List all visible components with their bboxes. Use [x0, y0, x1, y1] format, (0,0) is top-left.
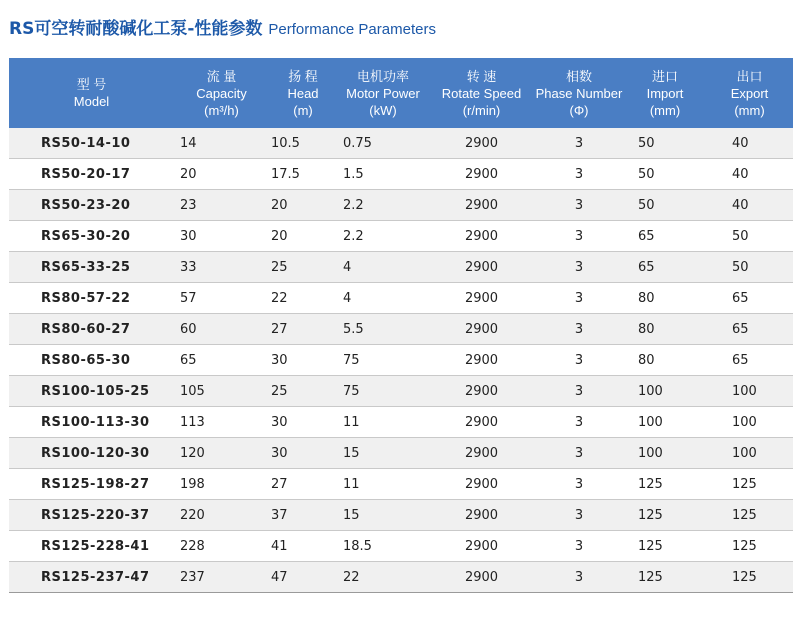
- header-unit-label: (Φ): [569, 102, 589, 118]
- cell-motor-power: 11: [337, 469, 429, 500]
- cell-model: RS100-120-30: [9, 438, 174, 469]
- cell-rotate-speed: 2900: [429, 283, 534, 314]
- cell-export: 100: [706, 376, 793, 407]
- cell-model: RS100-105-25: [9, 376, 174, 407]
- cell-capacity: 23: [174, 190, 269, 221]
- cell-export: 40: [706, 159, 793, 190]
- cell-rotate-speed: 2900: [429, 314, 534, 345]
- cell-model: RS50-23-20: [9, 190, 174, 221]
- cell-model: RS125-220-37: [9, 500, 174, 531]
- header-cn-label: 流 量: [206, 68, 237, 84]
- cell-capacity: 113: [174, 407, 269, 438]
- header-unit-label: (mm): [734, 102, 765, 118]
- cell-export: 40: [706, 128, 793, 159]
- cell-model: RS125-237-47: [9, 562, 174, 593]
- cell-import: 125: [624, 469, 706, 500]
- header-row: [9, 58, 793, 128]
- header-en-label: Model: [73, 94, 110, 109]
- cell-export: 65: [706, 345, 793, 376]
- header-unit-label: (m³/h): [204, 102, 239, 118]
- cell-rotate-speed: 2900: [429, 376, 534, 407]
- cell-model: RS125-228-41: [9, 531, 174, 562]
- cell-head: 47: [269, 562, 337, 593]
- header-en-label: Motor Power: [346, 85, 420, 101]
- cell-rotate-speed: 2900: [429, 438, 534, 469]
- cell-import: 125: [624, 562, 706, 593]
- cell-model: RS125-198-27: [9, 469, 174, 500]
- table-row: [9, 252, 793, 283]
- table-row: [9, 345, 793, 376]
- cell-capacity: 198: [174, 469, 269, 500]
- header-unit-label: (r/min): [462, 102, 501, 118]
- cell-import: 80: [624, 314, 706, 345]
- cell-export: 125: [706, 531, 793, 562]
- cell-export: 125: [706, 500, 793, 531]
- cell-head: 25: [269, 252, 337, 283]
- table-body: [9, 128, 793, 593]
- cell-import: 50: [624, 159, 706, 190]
- cell-head: 22: [269, 283, 337, 314]
- cell-rotate-speed: 2900: [429, 407, 534, 438]
- cell-phase-number: 3: [534, 500, 624, 531]
- table-row: [9, 531, 793, 562]
- cell-head: 30: [269, 345, 337, 376]
- cell-motor-power: 15: [337, 438, 429, 469]
- cell-head: 25: [269, 376, 337, 407]
- cell-export: 125: [706, 469, 793, 500]
- performance-table: [9, 58, 793, 593]
- cell-import: 65: [624, 221, 706, 252]
- table-row: [9, 562, 793, 593]
- column-header-import: [624, 58, 706, 128]
- cell-motor-power: 22: [337, 562, 429, 593]
- cell-import: 125: [624, 500, 706, 531]
- header-unit-label: (mm): [649, 102, 681, 118]
- table-row: [9, 283, 793, 314]
- header-cn-label: 扬 程: [288, 68, 318, 84]
- header-cn-label: 相数: [565, 68, 592, 84]
- cell-import: 100: [624, 438, 706, 469]
- cell-phase-number: 3: [534, 128, 624, 159]
- cell-capacity: 20: [174, 159, 269, 190]
- column-header-motor-power: [337, 58, 429, 128]
- cell-motor-power: 1.5: [337, 159, 429, 190]
- table-row: [9, 128, 793, 159]
- header-cn-label: 电机功率: [356, 68, 409, 84]
- cell-model: RS100-113-30: [9, 407, 174, 438]
- table-header: [9, 58, 793, 128]
- header-en-label: Import: [646, 85, 684, 101]
- header-en-label: Head: [287, 85, 319, 101]
- cell-import: 100: [624, 376, 706, 407]
- cell-capacity: 120: [174, 438, 269, 469]
- cell-capacity: 30: [174, 221, 269, 252]
- cell-phase-number: 3: [534, 314, 624, 345]
- cell-export: 50: [706, 221, 793, 252]
- cell-rotate-speed: 2900: [429, 531, 534, 562]
- table-row: [9, 469, 793, 500]
- cell-motor-power: 2.2: [337, 190, 429, 221]
- header-cn-label: 出口: [736, 68, 763, 84]
- cell-rotate-speed: 2900: [429, 562, 534, 593]
- cell-rotate-speed: 2900: [429, 345, 534, 376]
- header-cn-label: 进口: [651, 68, 678, 84]
- cell-motor-power: 5.5: [337, 314, 429, 345]
- cell-head: 27: [269, 314, 337, 345]
- cell-phase-number: 3: [534, 438, 624, 469]
- column-header-capacity: [174, 58, 269, 128]
- cell-capacity: 105: [174, 376, 269, 407]
- cell-head: 30: [269, 438, 337, 469]
- cell-rotate-speed: 2900: [429, 500, 534, 531]
- cell-motor-power: 4: [337, 252, 429, 283]
- cell-phase-number: 3: [534, 190, 624, 221]
- cell-capacity: 237: [174, 562, 269, 593]
- table-row: [9, 314, 793, 345]
- cell-head: 10.5: [269, 128, 337, 159]
- table-row: [9, 159, 793, 190]
- cell-model: RS50-20-17: [9, 159, 174, 190]
- cell-rotate-speed: 2900: [429, 190, 534, 221]
- cell-capacity: 14: [174, 128, 269, 159]
- column-header-head: [269, 58, 337, 128]
- header-unit-label: (kW): [369, 102, 397, 118]
- cell-motor-power: 75: [337, 345, 429, 376]
- cell-phase-number: 3: [534, 562, 624, 593]
- cell-phase-number: 3: [534, 283, 624, 314]
- cell-model: RS50-14-10: [9, 128, 174, 159]
- cell-rotate-speed: 2900: [429, 159, 534, 190]
- cell-head: 17.5: [269, 159, 337, 190]
- column-header-phase-number: [534, 58, 624, 128]
- cell-export: 100: [706, 407, 793, 438]
- cell-model: RS80-65-30: [9, 345, 174, 376]
- cell-import: 80: [624, 345, 706, 376]
- cell-head: 37: [269, 500, 337, 531]
- column-header-model: [9, 58, 174, 128]
- cell-import: 50: [624, 128, 706, 159]
- cell-phase-number: 3: [534, 407, 624, 438]
- cell-head: 20: [269, 190, 337, 221]
- table-row: [9, 407, 793, 438]
- cell-capacity: 228: [174, 531, 269, 562]
- cell-capacity: 220: [174, 500, 269, 531]
- header-en-label: Capacity: [196, 85, 247, 101]
- cell-capacity: 60: [174, 314, 269, 345]
- cell-head: 30: [269, 407, 337, 438]
- cell-motor-power: 11: [337, 407, 429, 438]
- cell-export: 50: [706, 252, 793, 283]
- page-title: [9, 16, 436, 42]
- cell-import: 50: [624, 190, 706, 221]
- cell-head: 41: [269, 531, 337, 562]
- header-cn-label: 转 速: [466, 68, 497, 84]
- column-header-rotate-speed: [429, 58, 534, 128]
- cell-import: 125: [624, 531, 706, 562]
- cell-capacity: 33: [174, 252, 269, 283]
- cell-head: 20: [269, 221, 337, 252]
- cell-model: RS65-30-20: [9, 221, 174, 252]
- page-title-cn: RS可空转耐酸碱化工泵-性能参数: [9, 19, 263, 39]
- cell-phase-number: 3: [534, 221, 624, 252]
- cell-motor-power: 75: [337, 376, 429, 407]
- cell-phase-number: 3: [534, 159, 624, 190]
- cell-phase-number: 3: [534, 376, 624, 407]
- cell-rotate-speed: 2900: [429, 221, 534, 252]
- cell-motor-power: 4: [337, 283, 429, 314]
- cell-import: 65: [624, 252, 706, 283]
- table-row: [9, 376, 793, 407]
- cell-model: RS80-57-22: [9, 283, 174, 314]
- cell-rotate-speed: 2900: [429, 252, 534, 283]
- cell-phase-number: 3: [534, 252, 624, 283]
- cell-export: 40: [706, 190, 793, 221]
- table-row: [9, 438, 793, 469]
- header-en-label: Phase Number: [535, 85, 623, 101]
- cell-phase-number: 3: [534, 345, 624, 376]
- cell-model: RS80-60-27: [9, 314, 174, 345]
- page-title-en: Performance Parameters: [268, 21, 436, 38]
- cell-motor-power: 15: [337, 500, 429, 531]
- cell-motor-power: 2.2: [337, 221, 429, 252]
- table-row: [9, 190, 793, 221]
- header-en-label: Export: [730, 85, 769, 101]
- cell-export: 65: [706, 283, 793, 314]
- cell-motor-power: 18.5: [337, 531, 429, 562]
- header-en-label: Rotate Speed: [441, 85, 522, 101]
- header-cn-label: 型 号: [76, 77, 107, 92]
- cell-rotate-speed: 2900: [429, 128, 534, 159]
- cell-export: 125: [706, 562, 793, 593]
- column-header-export: [706, 58, 793, 128]
- cell-capacity: 57: [174, 283, 269, 314]
- cell-export: 100: [706, 438, 793, 469]
- table-row: [9, 221, 793, 252]
- cell-import: 80: [624, 283, 706, 314]
- header-unit-label: (m): [293, 102, 313, 118]
- cell-phase-number: 3: [534, 531, 624, 562]
- cell-capacity: 65: [174, 345, 269, 376]
- cell-motor-power: 0.75: [337, 128, 429, 159]
- cell-import: 100: [624, 407, 706, 438]
- cell-phase-number: 3: [534, 469, 624, 500]
- cell-head: 27: [269, 469, 337, 500]
- table-row: [9, 500, 793, 531]
- cell-rotate-speed: 2900: [429, 469, 534, 500]
- cell-model: RS65-33-25: [9, 252, 174, 283]
- cell-export: 65: [706, 314, 793, 345]
